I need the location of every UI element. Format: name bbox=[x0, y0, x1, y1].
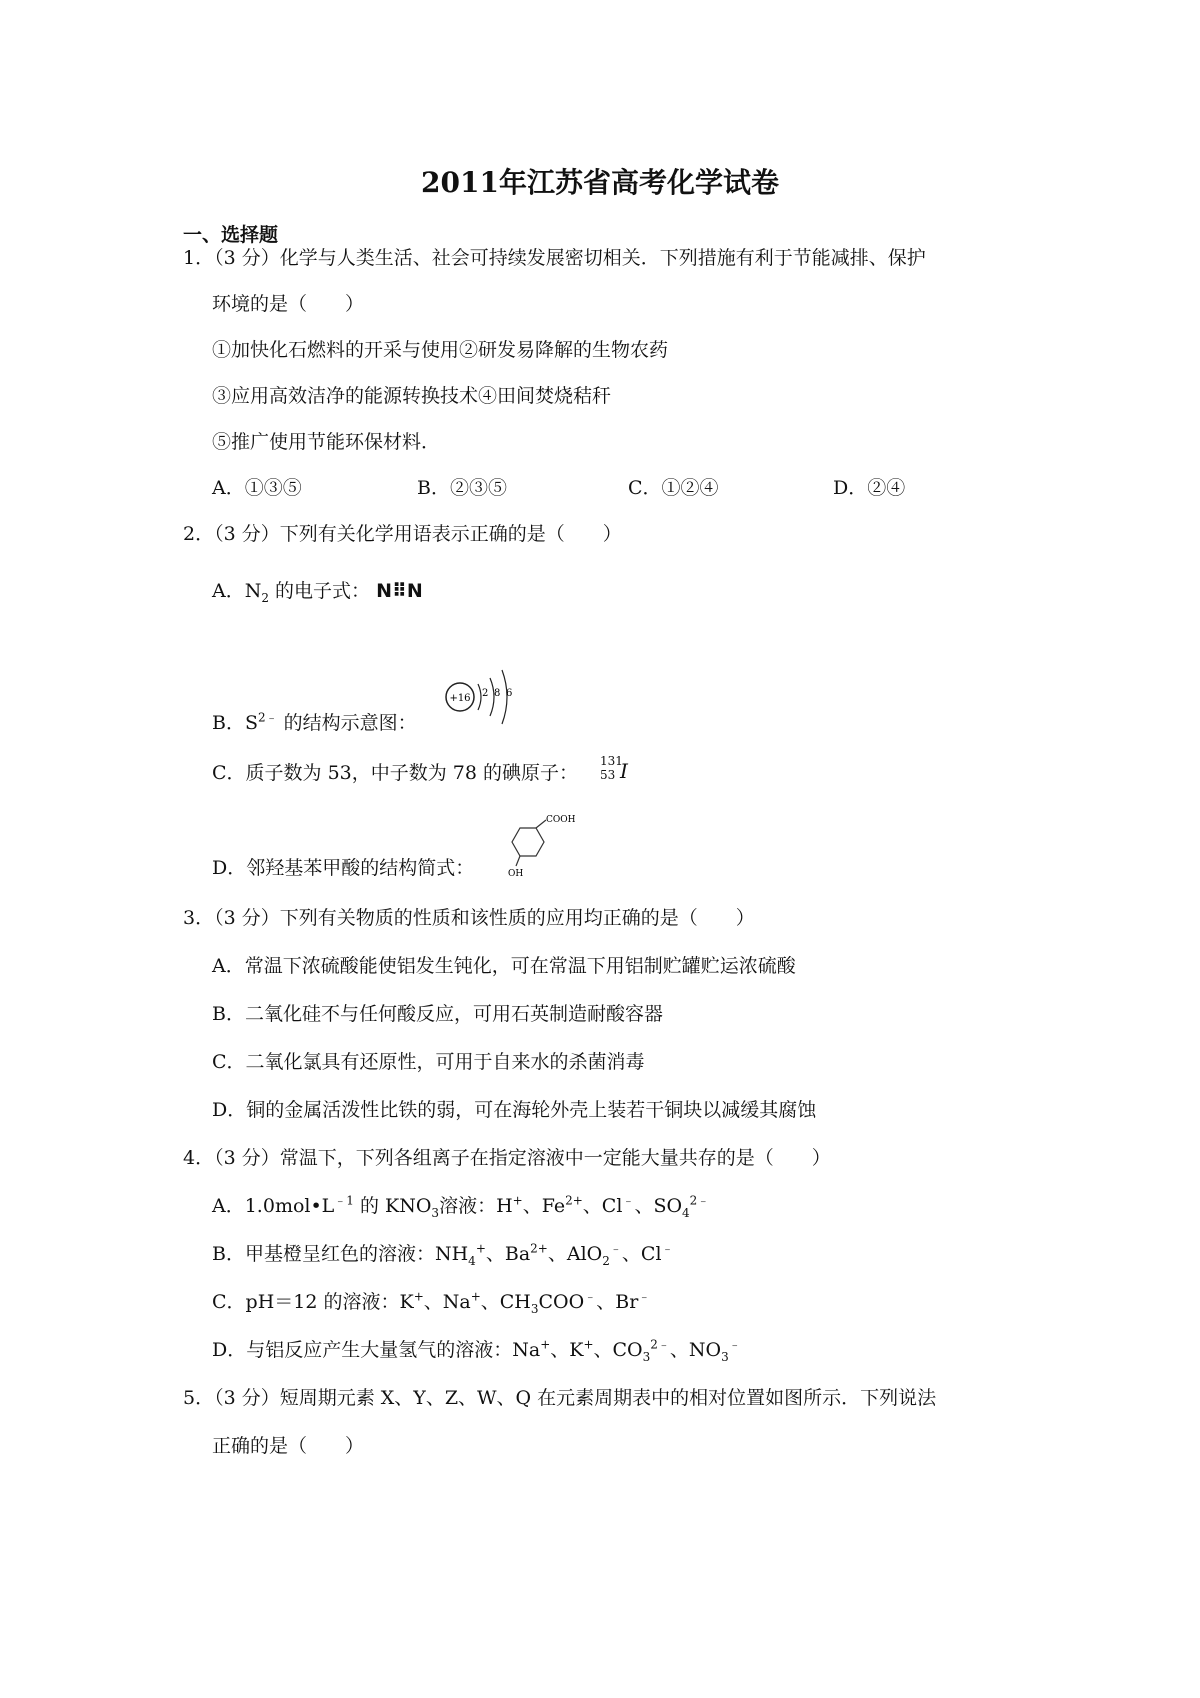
q4-a-t5: 、Cl bbox=[582, 1195, 623, 1217]
q3-option-d: D．铜的金属活泼性比铁的弱，可在海轮外壳上装若干铜块以减缓其腐蚀 bbox=[212, 1099, 817, 1121]
q1-option-b: B．②③⑤ bbox=[417, 477, 507, 499]
q1-option-c: C．①②④ bbox=[628, 477, 719, 499]
q4-d-b4: 3 bbox=[721, 1349, 729, 1364]
q4-c-s2: + bbox=[470, 1289, 481, 1304]
page-title: 2011年江苏省高考化学试卷 bbox=[421, 166, 779, 199]
q4-a-b6: 4 bbox=[682, 1205, 690, 1220]
q4-b-t2: 、Ba bbox=[485, 1243, 531, 1265]
q2-a-suffix: 的电子式： bbox=[275, 580, 371, 602]
q2-stem: 2．（3 分）下列有关化学用语表示正确的是（ ） bbox=[183, 523, 622, 545]
q1-option-d: D．②④ bbox=[833, 477, 906, 499]
q4-option-c bbox=[212, 1289, 650, 1315]
shell-2-count: 8 bbox=[494, 688, 501, 699]
q4-c-s3: ﹣ bbox=[584, 1289, 597, 1304]
nucleus-charge-label: +16 bbox=[449, 693, 471, 704]
q2-d-text: D．邻羟基苯甲酸的结构简式： bbox=[212, 857, 475, 879]
q4-a-s1: ﹣1 bbox=[334, 1193, 354, 1208]
q4-d-s3: 2﹣ bbox=[650, 1337, 670, 1352]
q4-c-s4: ﹣ bbox=[638, 1289, 651, 1304]
shell-1-count: 2 bbox=[482, 688, 489, 699]
q1-stem-line2: 环境的是（ ） bbox=[212, 293, 365, 315]
hydroxybenzoic-acid-structure bbox=[502, 810, 582, 880]
q2-option-d bbox=[212, 855, 474, 881]
q4-c-t1: C．pH＝12 的溶液：K bbox=[212, 1291, 414, 1313]
q4-option-d bbox=[212, 1337, 741, 1363]
sulfide-ion-structure-diagram bbox=[438, 662, 522, 732]
atomic-number: 53 bbox=[600, 768, 616, 782]
q4-b-b3: 2 bbox=[602, 1253, 610, 1268]
q4-b-b1: 4 bbox=[468, 1253, 476, 1268]
q2-a-prefix: A．N bbox=[212, 580, 262, 602]
q3-stem: 3．（3 分）下列有关物质的性质和该性质的应用均正确的是（ ） bbox=[183, 907, 755, 929]
n2-electron-formula: N⠿N bbox=[376, 580, 423, 602]
q4-a-t6: 、SO bbox=[634, 1195, 683, 1217]
q2-b-sup: 2﹣ bbox=[257, 710, 278, 725]
iodine-nuclide-notation bbox=[600, 756, 640, 790]
q1-item-line3: ⑤推广使用节能环保材料． bbox=[212, 431, 441, 453]
q4-option-b bbox=[212, 1241, 674, 1267]
carboxyl-group-label: COOH bbox=[546, 815, 576, 825]
q1-item-line2: ③应用高效洁净的能源转换技术④田间焚烧秸秆 bbox=[212, 385, 612, 407]
mass-number: 131 bbox=[600, 754, 623, 768]
q4-a-t3: 溶液：H bbox=[439, 1195, 513, 1217]
q4-a-s6: 2﹣ bbox=[689, 1193, 710, 1208]
q4-b-t3: 、AlO bbox=[547, 1243, 603, 1265]
q4-d-t3: 、CO bbox=[593, 1339, 643, 1361]
q2-b-suffix: 的结构示意图： bbox=[283, 712, 417, 734]
q4-d-s2: + bbox=[583, 1337, 594, 1352]
q1-option-a: A．①③⑤ bbox=[212, 477, 302, 499]
q4-d-t4: 、NO bbox=[669, 1339, 722, 1361]
q2-c-text: C．质子数为 53，中子数为 78 的碘原子： bbox=[212, 762, 579, 784]
q4-option-a bbox=[212, 1193, 709, 1219]
q4-d-t1: D．与铝反应产生大量氢气的溶液：Na bbox=[212, 1339, 541, 1361]
shell-3-count: 6 bbox=[506, 688, 513, 699]
q4-a-t2: 的 KNO bbox=[359, 1195, 432, 1217]
q5-stem-line1: 5．（3 分）短周期元素 X、Y、Z、W、Q 在元素周期表中的相对位置如图所示．下列说法 bbox=[183, 1387, 937, 1409]
q4-c-b3: 3 bbox=[530, 1301, 539, 1316]
q3-option-b: B．二氧化硅不与任何酸反应，可用石英制造耐酸容器 bbox=[212, 1003, 663, 1025]
q4-a-t1: A．1.0mol•L bbox=[212, 1195, 335, 1217]
q5-stem-line2: 正确的是（ ） bbox=[212, 1435, 365, 1457]
q4-d-b3: 3 bbox=[642, 1349, 651, 1364]
q4-b-s4: ﹣ bbox=[661, 1241, 674, 1256]
q4-c-s1: + bbox=[413, 1289, 424, 1304]
q4-b-s3: ﹣ bbox=[609, 1241, 622, 1256]
q4-a-s5: ﹣ bbox=[622, 1193, 635, 1208]
q1-item-line1: ①加快化石燃料的开采与使用②研发易降解的生物农药 bbox=[212, 339, 669, 361]
hydroxyl-group-label: OH bbox=[508, 869, 524, 879]
q2-b-prefix: B．S bbox=[212, 712, 258, 734]
q4-c-t4: 、Br bbox=[596, 1291, 639, 1313]
q4-a-s3: + bbox=[512, 1193, 523, 1208]
q4-b-s1: + bbox=[475, 1241, 486, 1256]
q2-a-sub: 2 bbox=[261, 590, 269, 605]
q3-option-c: C．二氧化氯具有还原性，可用于自来水的杀菌消毒 bbox=[212, 1051, 645, 1073]
q3-option-a: A．常温下浓硫酸能使铝发生钝化，可在常温下用铝制贮罐贮运浓硫酸 bbox=[212, 955, 796, 977]
q4-a-b2: 3 bbox=[431, 1205, 440, 1220]
q4-b-t1: B．甲基橙呈红色的溶液：NH bbox=[212, 1243, 469, 1265]
q4-d-t2: 、K bbox=[550, 1339, 584, 1361]
q4-b-s2: 2+ bbox=[530, 1241, 548, 1256]
q4-c-t3b: COO bbox=[538, 1291, 585, 1313]
q4-b-t4: 、Cl bbox=[621, 1243, 662, 1265]
section-heading: 一、选择题 bbox=[183, 224, 279, 246]
q4-d-s4: ﹣ bbox=[728, 1337, 741, 1352]
q2-option-c bbox=[212, 760, 578, 786]
q2-option-a bbox=[212, 578, 423, 604]
q4-a-s4: 2+ bbox=[565, 1193, 583, 1208]
q2-option-b bbox=[212, 710, 417, 736]
q4-stem: 4．（3 分）常温下，下列各组离子在指定溶液中一定能大量共存的是（ ） bbox=[183, 1147, 831, 1169]
q4-d-s1: + bbox=[540, 1337, 551, 1352]
element-symbol: I bbox=[620, 759, 628, 783]
q1-stem-line1: 1．（3 分）化学与人类生活、社会可持续发展密切相关．下列措施有利于节能减排、保护 bbox=[183, 247, 926, 269]
q4-a-t4: 、Fe bbox=[522, 1195, 566, 1217]
q4-c-t3: 、CH bbox=[480, 1291, 531, 1313]
q4-c-t2: 、Na bbox=[423, 1291, 471, 1313]
